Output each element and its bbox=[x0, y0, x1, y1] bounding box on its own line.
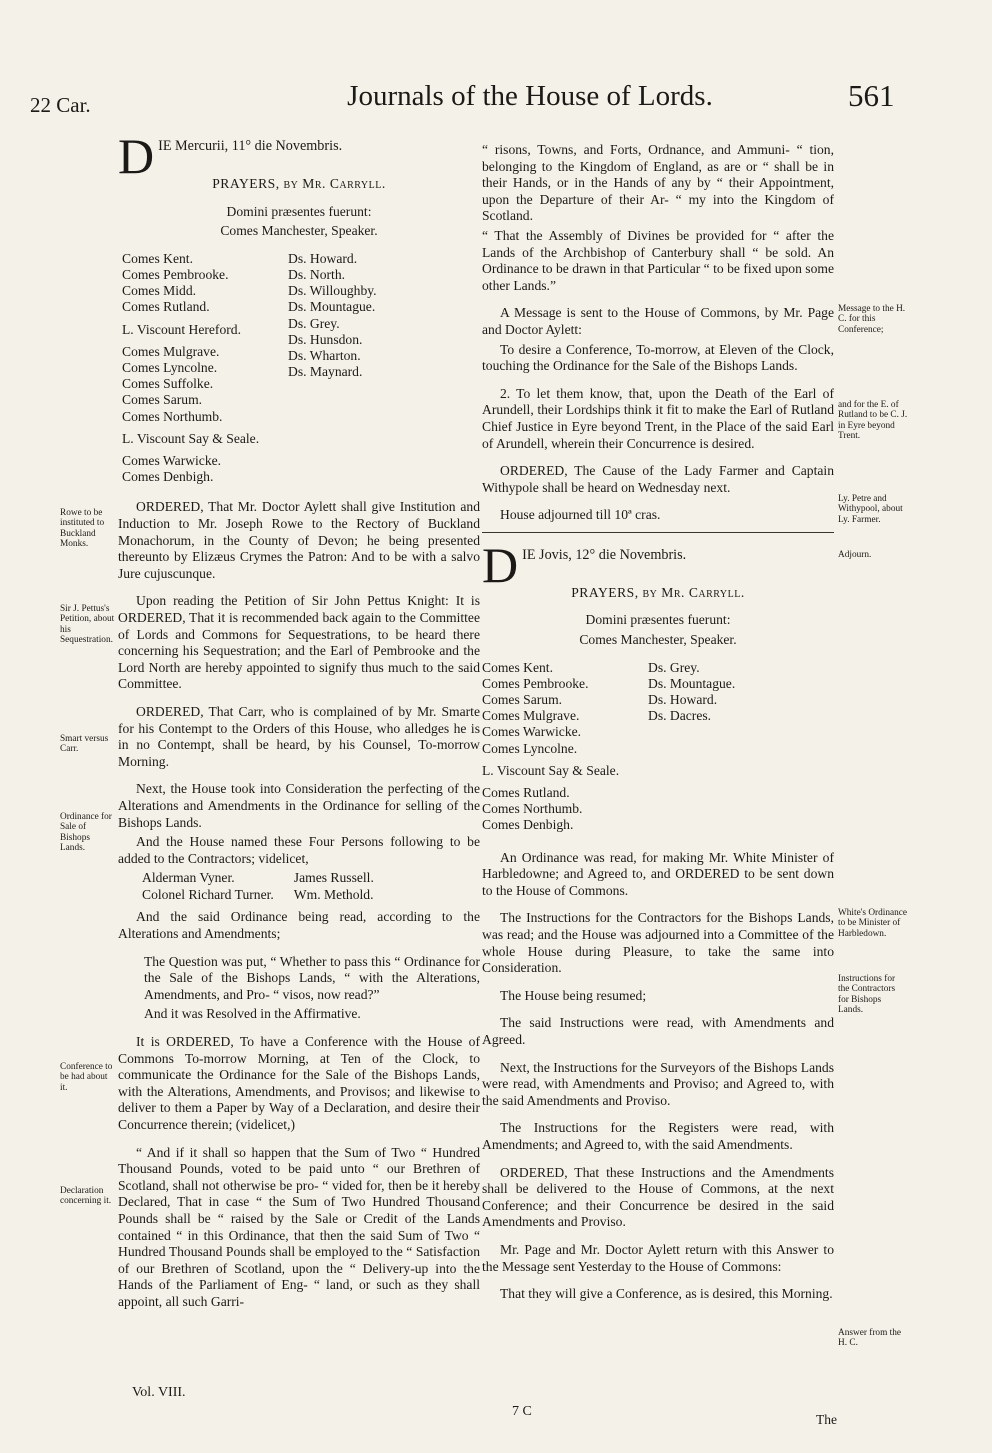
paragraph-declaration: “ And if it shall so happen that the Sum of Two “ Hundred Thousand Pounds, voted to be paid unto “ our Brethren of Scotland, shall not otherwise be pro- “ vided for, then be it hereby Declared, That in case “ the Sum of Two Hundred Thousand Pounds shall be “ raised by the Sale or Credit of the Lands contained “ in this Ordinance, that then the said Sum of Two “ Hundred Thousand Pounds shall be employed to the “ Satisfaction of our Brethren of Scotland, upon the “ Delivery-up into the Hands of the Parliament of Eng- “ land, or such as they shall appoint, all such Garri- bbox=[118, 1144, 480, 1309]
paragraph-conference: It is ORDERED, To have a Conference with the House of Commons To-morrow Morning, at Ten of the Clock, to communicate the Ordinance for the Sale of the Bishops Lands, with the Alterations, Amendments, and Provisos; and likewise to deliver to them a Paper by Way of a Declaration, and desire their Concurrence therein; (videlicet,) bbox=[118, 1034, 480, 1133]
attendee: Comes Lyncolne. bbox=[482, 740, 578, 756]
margin-note: Ly. Petre and Withypool, about Ly. Farmer. bbox=[838, 494, 903, 525]
attendance-earls bbox=[122, 251, 272, 486]
attendance-list bbox=[118, 251, 480, 486]
attendee: Comes Mulgrave. bbox=[122, 343, 220, 359]
attendee: Ds. Maynard. bbox=[288, 364, 363, 380]
attendee: Comes Sarum. bbox=[482, 692, 563, 708]
paragraph-resumed: The House being resumed; bbox=[500, 987, 647, 1003]
contractor-names bbox=[142, 870, 480, 903]
paragraph-pettus: Upon reading the Petition of Sir John Pettus Knight: It is ORDERED, That it is recommended back again to the Committee of Lords and Commons for Sequestrations, to be heard there concerning his Sequestration; and the Earl of Pembrooke and the Lord North are hereby appointed to signify thus much to the said Committee. bbox=[118, 593, 480, 692]
paragraph-instructions-read: The said Instructions were read, with Amendments and Agreed. bbox=[482, 1015, 834, 1048]
margin-note: Instructions for the Contractors for Bishops Lands. bbox=[838, 974, 896, 1016]
present-heading: Domini præsentes fuerunt: bbox=[585, 612, 731, 628]
paragraph-delivered: ORDERED, That these Instructions and the Amendments shall be delivered to the House of Commons, at the next Conference; and their Concurrence be desired in the said Amendments and Proviso. bbox=[482, 1164, 834, 1230]
paragraph-farmer: ORDERED, The Cause of the Lady Farmer and Captain Withypole shall be heard on Wednesday next. bbox=[482, 463, 834, 495]
attendee: L. Viscount Say & Seale. bbox=[122, 430, 260, 446]
margin-note: Ordinance for Sale of Bishops Lands. bbox=[60, 812, 112, 854]
date-line: IE Jovis, 12° die Novembris. bbox=[522, 546, 687, 563]
attendance-list bbox=[482, 660, 834, 834]
speaker-line: Comes Manchester, Speaker. bbox=[220, 223, 378, 239]
attendee: Ds. Howard. bbox=[288, 250, 358, 266]
margin-note: Conference to be had about it. bbox=[60, 1062, 113, 1093]
paragraph-question: The Question was put, “ Whether to pass this “ Ordinance for the Sale of the Bishops Lands, “ with the Alterations, Amendments, and Pro- “ visos, now read?” bbox=[144, 953, 480, 1002]
volume-mark: Vol. VIII. bbox=[132, 1385, 186, 1400]
attendee: Comes Pembrooke. bbox=[122, 266, 229, 282]
attendee: Comes Rutland. bbox=[122, 299, 210, 315]
paragraph-contractors: And the House named these Four Persons following to be added to the Contractors; videlicet, bbox=[118, 834, 480, 866]
contractor-name: Colonel Richard Turner. bbox=[142, 886, 274, 902]
section-divider bbox=[482, 532, 834, 533]
quote-divines: “ That the Assembly of Divines be provided for “ after the Lands of the Archbishop of Canterbury shall “ be sold. An Ordinance to be drawn in that Particular “ to be fixed upon some other Lands.” bbox=[482, 227, 834, 293]
attendee: Ds. Hunsdon. bbox=[288, 331, 363, 347]
attendee: Ds. North. bbox=[288, 266, 346, 282]
attendee: Comes Sarum. bbox=[122, 392, 203, 408]
running-head-left: 22 Car. bbox=[30, 93, 91, 117]
paragraph-ordinance-read: And the said Ordinance being read, according to the Alterations and Amendments; bbox=[118, 909, 480, 942]
attendee: Ds. Dacres. bbox=[648, 708, 712, 724]
present-heading: Domini præsentes fuerunt: bbox=[226, 203, 372, 219]
paragraph-desire-conference: To desire a Conference, To-morrow, at Eleven of the Clock, touching the Ordinance for the Sale of the Bishops Lands. bbox=[482, 341, 834, 374]
attendee: Comes Warwicke. bbox=[482, 724, 582, 740]
attendee: Ds. Grey. bbox=[648, 659, 700, 675]
paragraph-resolved: And it was Resolved in the Affirmative. bbox=[144, 1006, 361, 1022]
margin-note: and for the E. of Rutland to be C. J. in Eyre beyond Trent. bbox=[838, 400, 908, 442]
paragraph-surveyors: Next, the Instructions for the Surveyors of the Bishops Lands were read, with Amendments and Proviso; and Agreed to, with the said Amendments and Proviso. bbox=[482, 1059, 834, 1108]
margin-note: Sir J. Pettus's Petition, about his Sequestration. bbox=[60, 604, 115, 646]
page-number: 561 bbox=[848, 78, 895, 113]
attendee: Comes Denbigh. bbox=[482, 817, 574, 833]
contractor-name: Alderman Vyner. bbox=[142, 870, 235, 886]
attendee: Comes Northumb. bbox=[482, 801, 583, 817]
margin-note: Declaration concerning it. bbox=[60, 1186, 112, 1207]
attendee: Comes Warwicke. bbox=[122, 453, 222, 469]
margin-note: White's Ordinance to be Minister of Harbledown. bbox=[838, 908, 908, 939]
margin-note: Rowe to be instituted to Buckland Monks. bbox=[60, 508, 105, 550]
contractor-name: James Russell. bbox=[293, 870, 374, 886]
attendee: Comes Midd. bbox=[122, 283, 197, 299]
paragraph-conference-granted: That they will give a Conference, as is desired, this Morning. bbox=[500, 1286, 833, 1302]
margin-note: Answer from the H. C. bbox=[838, 1328, 901, 1349]
paragraph-rowe: ORDERED, That Mr. Doctor Aylett shall give Institution and Induction to Mr. Joseph Rowe to the Rectory of Buckland Monachorum, in the County of Devon; he being presented thereunto by Elizæus Crymes the Patron: And to be with a salvo Jure cujuscunque. bbox=[118, 499, 480, 581]
attendee: Comes Suffolke. bbox=[122, 376, 214, 392]
attendance-barons bbox=[648, 660, 798, 834]
speaker-line: Comes Manchester, Speaker. bbox=[579, 632, 737, 648]
attendee: Ds. Mountague. bbox=[648, 675, 736, 691]
margin-note: Adjourn. bbox=[838, 550, 872, 560]
attendee: Ds. Mountague. bbox=[288, 299, 376, 315]
attendee: Comes Pembrooke. bbox=[482, 675, 589, 691]
catchword: The bbox=[816, 1412, 837, 1427]
paragraph-message: A Message is sent to the House of Commons, by Mr. Page and Doctor Aylett: bbox=[482, 305, 834, 337]
attendance-barons bbox=[288, 251, 438, 486]
attendee: Comes Denbigh. bbox=[122, 469, 214, 485]
right-column bbox=[482, 142, 834, 1314]
paragraph-ordinance: Next, the House took into Consideration the perfecting of the Alterations and Amendments in the Ordinance for selling of the Bishops Lands. bbox=[118, 781, 480, 830]
paragraph-white: An Ordinance was read, for making Mr. White Minister of Harbledowne; and Agreed to, and ORDERED to be sent down to the House of Commons. bbox=[482, 849, 834, 898]
attendance-earls bbox=[482, 660, 632, 834]
attendee: Comes Lyncolne. bbox=[122, 360, 218, 375]
left-column bbox=[118, 128, 480, 1322]
attendee: Ds. Wharton. bbox=[288, 348, 361, 363]
paragraph-adjourned: House adjourned till 10ª cras. bbox=[500, 507, 661, 523]
signature-mark: 7 C bbox=[512, 1404, 532, 1419]
margin-note: Smart versus Carr. bbox=[60, 734, 109, 755]
prayers-line: PRAYERS, by Mr. Carryll. bbox=[212, 176, 386, 191]
margin-note: Message to the H. C. for this Conference; bbox=[838, 304, 906, 335]
attendee: L. Viscount Say & Seale. bbox=[482, 762, 620, 778]
attendee: L. Viscount Hereford. bbox=[122, 321, 241, 337]
attendee: Comes Rutland. bbox=[482, 785, 570, 801]
attendee: Ds. Howard. bbox=[648, 692, 718, 708]
attendee: Ds. Grey. bbox=[288, 315, 340, 331]
paragraph-answer: Mr. Page and Mr. Doctor Aylett return with this Answer to the Message sent Yesterday to the House of Commons: bbox=[482, 1241, 834, 1274]
attendee: Comes Kent. bbox=[122, 250, 193, 266]
prayers-line: PRAYERS, by Mr. Carryll. bbox=[571, 584, 745, 600]
attendee: Comes Kent. bbox=[482, 659, 553, 675]
drop-cap: D bbox=[482, 536, 519, 593]
contractor-name: Wm. Methold. bbox=[293, 886, 374, 902]
date-line: IE Mercurii, 11° die Novembris. bbox=[158, 138, 343, 154]
quote-garrisons: “ risons, Towns, and Forts, Ordnance, and Ammuni- “ tion, belonging to the Kingdom of England, as are or “ shall be in their Hands, or in the Hands of any by “ their Appointment, upon the Departure of their Ar- “ my into the Kingdom of Scotland. bbox=[482, 142, 834, 224]
attendee: Ds. Willoughby. bbox=[288, 283, 377, 299]
paragraph-instructions-contractors: The Instructions for the Contractors for the Bishops Lands, was read; and the House was adjourned into a Committee of the whole House during Pleasure, to take the same into Consideration. bbox=[482, 910, 834, 976]
attendee: Comes Northumb. bbox=[122, 408, 223, 424]
paragraph-rutland: 2. To let them know, that, upon the Death of the Earl of Arundell, their Lordships think it fit to make the Earl of Rutland Chief Justice in Eyre beyond Trent, in the Place of the said Earl of Arundell, wherein their Concurrence is desired. bbox=[482, 385, 834, 451]
drop-cap: D bbox=[118, 128, 155, 184]
paragraph-carr: ORDERED, That Carr, who is complained of by Mr. Smarte for his Contempt to the Orders of this House, who alledges he is in no Contempt, shall be heard, by his Counsel, To-morrow Morning. bbox=[118, 703, 480, 769]
attendee: Comes Mulgrave. bbox=[482, 708, 580, 724]
paragraph-registers: The Instructions for the Registers were read, with Amendments; and Agreed to, with the said Amendments. bbox=[482, 1120, 834, 1152]
running-head-title: Journals of the House of Lords. bbox=[347, 80, 713, 112]
